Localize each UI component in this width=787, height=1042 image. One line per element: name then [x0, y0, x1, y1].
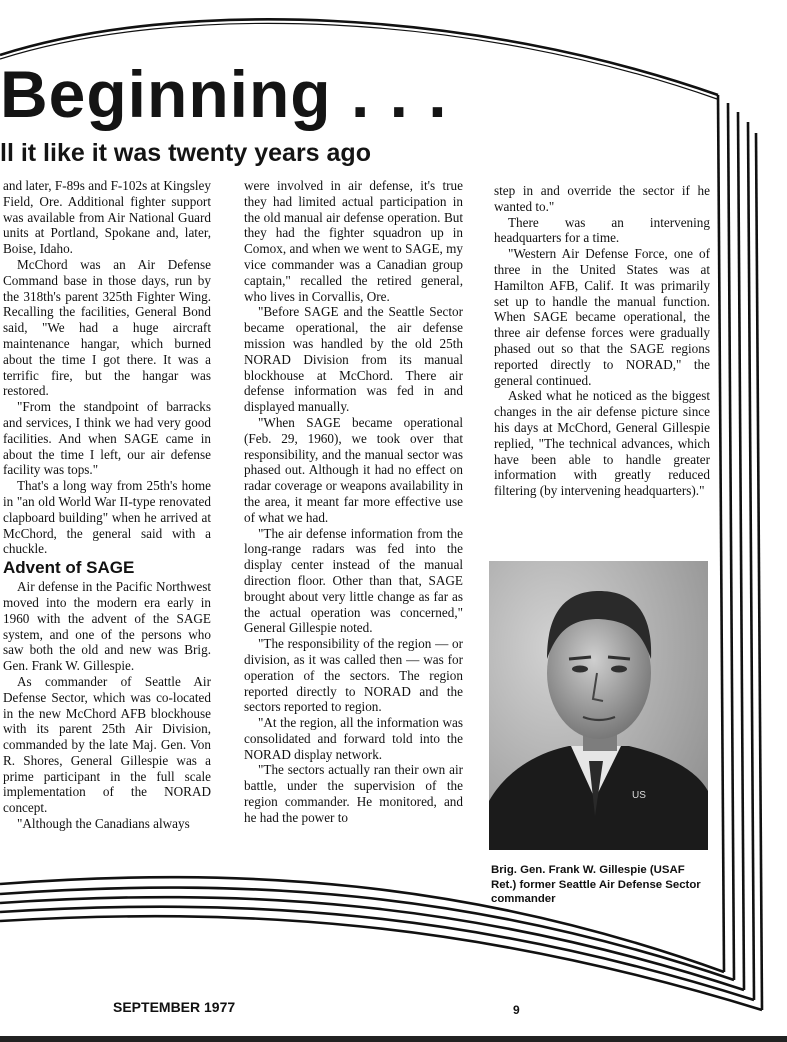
- page-edge-3: [738, 112, 744, 990]
- page-edge-5: [756, 133, 762, 1010]
- paragraph: That's a long way from 25th's home in "an old World War II-type renovated clapboard building" when he arrived at McChord, the general said with a chuckle.: [3, 478, 211, 557]
- photo-caption: Brig. Gen. Frank W. Gillespie (USAF Ret.) former Seattle Air Defense Sector commander: [491, 864, 701, 905]
- bottom-page-curve-4: [0, 907, 754, 1000]
- collar-insignia: US: [632, 790, 646, 801]
- page-edge-2: [728, 103, 734, 980]
- paragraph: and later, F-89s and F-102s at Kingsley Field, Ore. Additional fighter support was available from Air National Guard units at Portland, Spokane and, later, Boise, Idaho.: [3, 178, 211, 257]
- paragraph: "From the standpoint of barracks and services, I think we had very good facilities. And when SAGE came in about the time I left, our air defense facility was tops.": [3, 399, 211, 478]
- paragraph: "When SAGE became operational (Feb. 29, 1960), we took over that responsibility, and the manual sector was phased out. Although it had no effect on radar coverage or weapons availability in the area, it meant far more effective use of what we had.: [244, 414, 463, 525]
- paragraph: "Before SAGE and the Seattle Sector became operational, the air defense mission was handled by the old 25th NORAD Division from its manual blockhouse at McChord. There air defense information was fed in and displayed manually.: [244, 304, 463, 415]
- issue-date: SEPTEMBER 1977: [113, 999, 236, 1015]
- paragraph: "At the region, all the information was consolidated and forward told into the NORAD display network.: [244, 715, 463, 762]
- paragraph: McChord was an Air Defense Command base in those days, run by the 318th's parent 325th Fighter Wing. Recalling the facilities, General Bond said, "We had a huge aircraft maintenance hangar, which burned about the time I got there. It was a terrific fire, but the hangar was restored.: [3, 256, 211, 399]
- paragraph: Asked what he noticed as the biggest changes in the air defense picture since his days at McChord, General Gillespie replied, "The technical advances, which have been able to handle greater information with greatly reduced filtering (by intervening headquarters).": [494, 388, 710, 499]
- paragraph: As commander of Seattle Air Defense Sector, which was co-located in the new McChord AFB blockhouse with its parent 25th Air Division, commanded by the late Maj. Gen. Von R. Shores, General Gillespie was a prime participant in the full scale implementation of the NORAD concept.: [3, 673, 211, 816]
- headline-subtitle: ll it like it was twenty years ago: [0, 139, 371, 167]
- paragraph: "The air defense information from the long-range radars was fed into the display center instead of the manual direction floor. Other than that, SAGE brought about very little change as far as the actual operation was concerned," General Gillespie noted.: [244, 525, 463, 636]
- paragraph: "Western Air Defense Force, one of three in the United States was at Hamilton AFB, Calif. It was primarily set up to handle the manual function. When SAGE became operational, the three air defense forces were gradually phased out so that the SAGE regions reported directly to NORAD," the general continued.: [494, 246, 710, 388]
- paragraph: "Although the Canadians always: [17, 816, 190, 832]
- paragraph: There was an intervening headquarters for a time.: [494, 214, 710, 246]
- paragraph: were involved in air defense, it's true they had limited actual participation in the old manual air defense operation. But they had the fighter squadron up in Comox, and when we went to SAGE, my vice commander was a Canadian group captain," recalled the retired general, who lives in Corvallis, Ore.: [244, 178, 463, 304]
- bottom-edge-band: [0, 1036, 787, 1042]
- headline-title: Beginning . . .: [0, 57, 448, 131]
- page-edge-1: [718, 95, 724, 972]
- paragraph: step in and override the sector if he wanted to.": [494, 183, 710, 214]
- page-number: 9: [513, 1003, 520, 1017]
- bottom-page-curve-5: [0, 916, 762, 1010]
- bottom-page-curve-3: [0, 897, 744, 990]
- article-column-2: [244, 178, 463, 888]
- page-edge-4: [748, 122, 754, 1000]
- paragraph: "The responsibility of the region — or division, as it was called then — was for operation of the sectors. The region reported directly to NORAD and the sectors reported to region.: [244, 636, 463, 715]
- article-column-3: [494, 183, 710, 553]
- portrait-photo: [489, 561, 708, 850]
- article-column-1: [3, 178, 211, 888]
- section-heading: Advent of SAGE: [3, 558, 135, 578]
- paragraph: Air defense in the Pacific Northwest moved into the modern era early in 1960 with the advent of the SAGE system, and one of the persons who saw both the old and new was Brig. Gen. Frank W. Gillespie.: [3, 579, 211, 674]
- paragraph: "The sectors actually ran their own air battle, under the supervision of the region commander. He monitored, and he had the power to: [244, 762, 463, 825]
